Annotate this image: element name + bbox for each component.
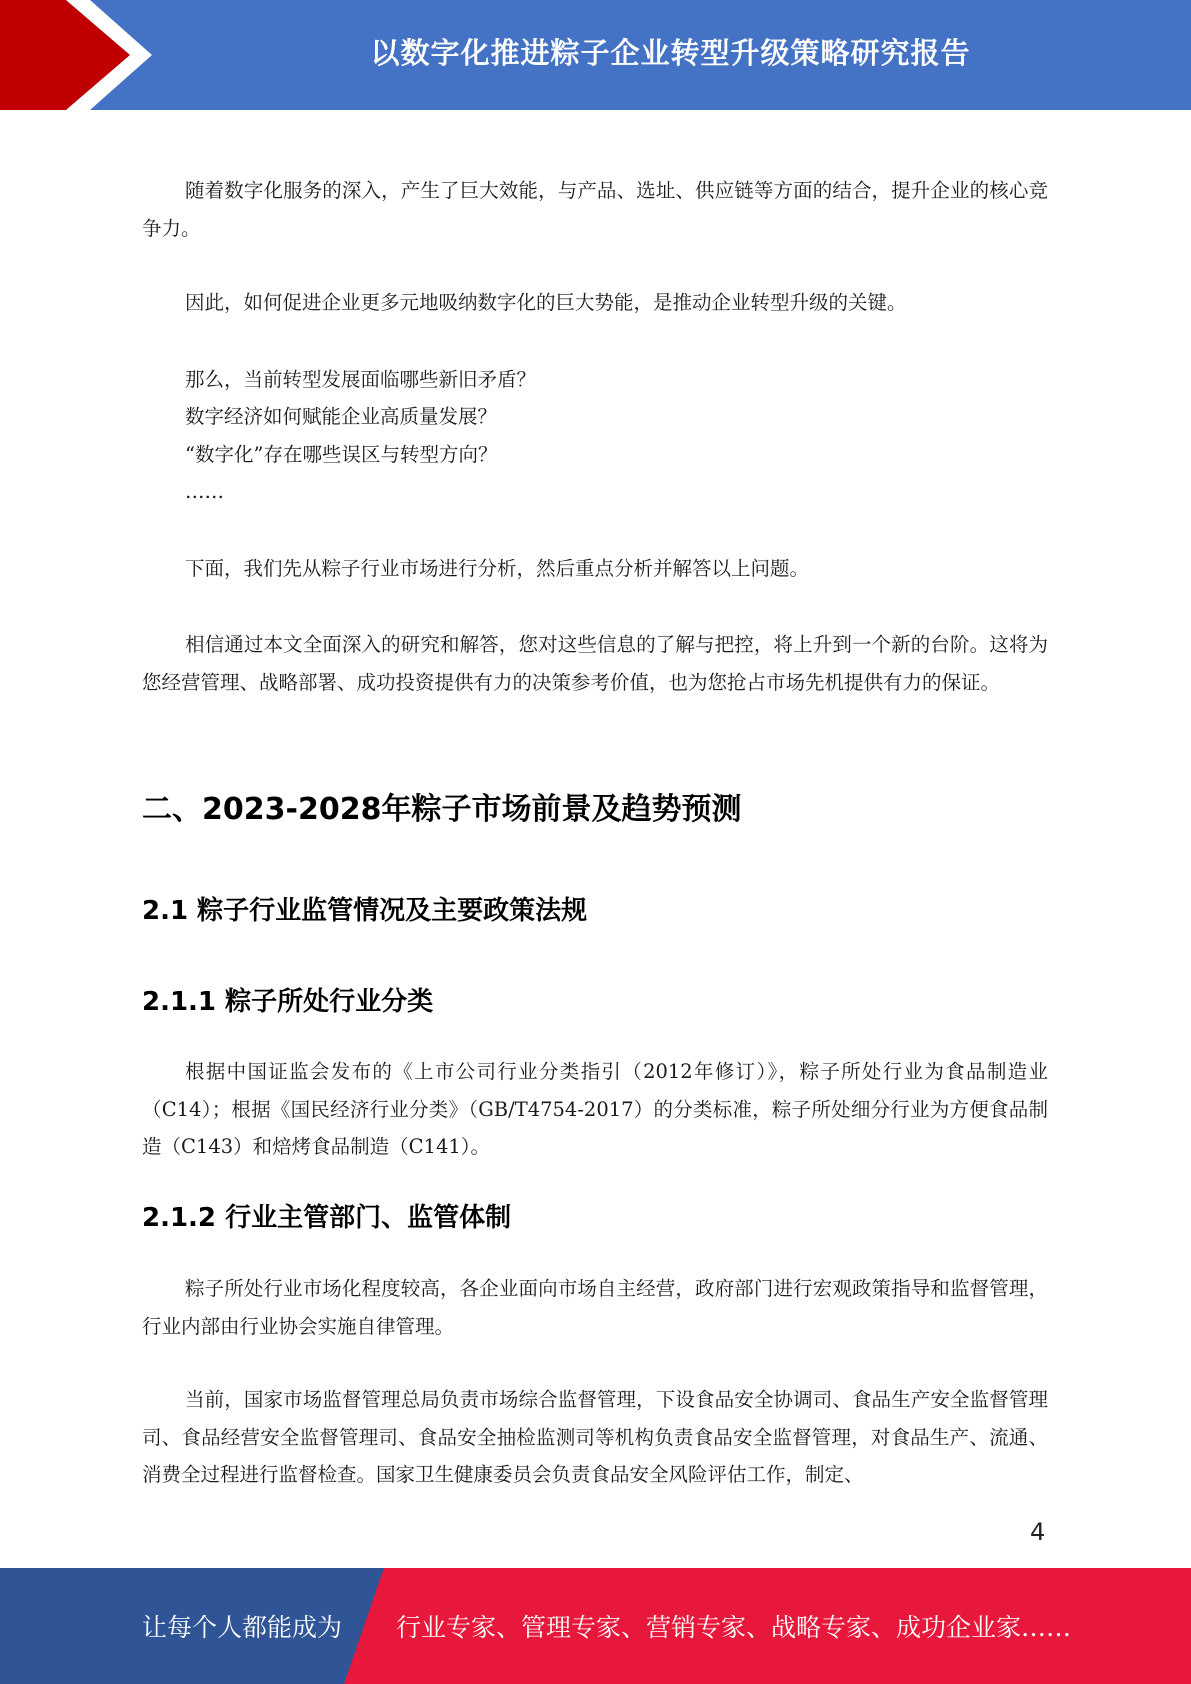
document-title: 以数字化推进粽子企业转型升级策略研究报告: [370, 36, 971, 70]
subsection-heading-2-1: 2.1 粽子行业监管情况及主要政策法规: [142, 896, 588, 926]
section-heading: 二、2023-2028年粽子市场前景及趋势预测: [142, 792, 742, 827]
ellipsis-line: ……: [185, 480, 224, 503]
paragraph-classification: 根据中国证监会发布的《上市公司行业分类指引（2012年修订）》，粽子所处行业为食品制造业（C14）；根据《国民经济行业分类》（GB/T4754-2017）的分类标准，粽子所处细分行业为方便食品制造（C143）和焙烤食品制造（C141）。: [142, 1060, 1048, 1158]
paragraph-market: 粽子所处行业市场化程度较高，各企业面向市场自主经营，政府部门进行宏观政策指导和监督管理，行业内部由行业协会实施自律管理。: [142, 1277, 1048, 1338]
paragraph-intro: 随着数字化服务的深入，产生了巨大效能，与产品、选址、供应链等方面的结合，提升企业的核心竞争力。: [142, 179, 1048, 240]
subsection-heading-2-1-1: 2.1.1 粽子所处行业分类: [142, 987, 434, 1017]
subsection-heading-2-1-2: 2.1.2 行业主管部门、监管体制: [142, 1203, 512, 1233]
paragraph-believe: 相信通过本文全面深入的研究和解答，您对这些信息的了解与把控，将上升到一个新的台阶。这将为您经营管理、战略部署、成功投资提供有力的决策参考价值，也为您抢占市场先机提供有力的保证。: [142, 633, 1048, 694]
question-1: 那么，当前转型发展面临哪些新旧矛盾？: [185, 368, 537, 391]
page-footer: [0, 1568, 1191, 1684]
page-header: [0, 0, 1191, 111]
footer-slogan-left: 让每个人都能成为: [142, 1613, 343, 1642]
question-2: 数字经济如何赋能企业高质量发展？: [185, 405, 498, 428]
paragraph-regulation: 当前，国家市场监督管理总局负责市场综合监督管理，下设食品安全协调司、食品生产安全监督管理司、食品经营安全监督管理司、食品安全抽检监测司等机构负责食品安全监督管理，对食品生产、流通、消费全过程进行监督检查。国家卫生健康委员会负责食品安全风险评估工作，制定、: [142, 1388, 1048, 1486]
footer-slogan-right: 行业专家、管理专家、营销专家、战略专家、成功企业家……: [396, 1613, 1072, 1642]
page-number: 4: [1030, 1518, 1046, 1546]
paragraph-therefore: 因此，如何促进企业更多元地吸纳数字化的巨大势能，是推动企业转型升级的关键。: [185, 291, 907, 314]
question-3: “数字化”存在哪些误区与转型方向？: [185, 443, 498, 466]
paragraph-next: 下面，我们先从粽子行业市场进行分析，然后重点分析并解答以上问题。: [185, 557, 810, 580]
